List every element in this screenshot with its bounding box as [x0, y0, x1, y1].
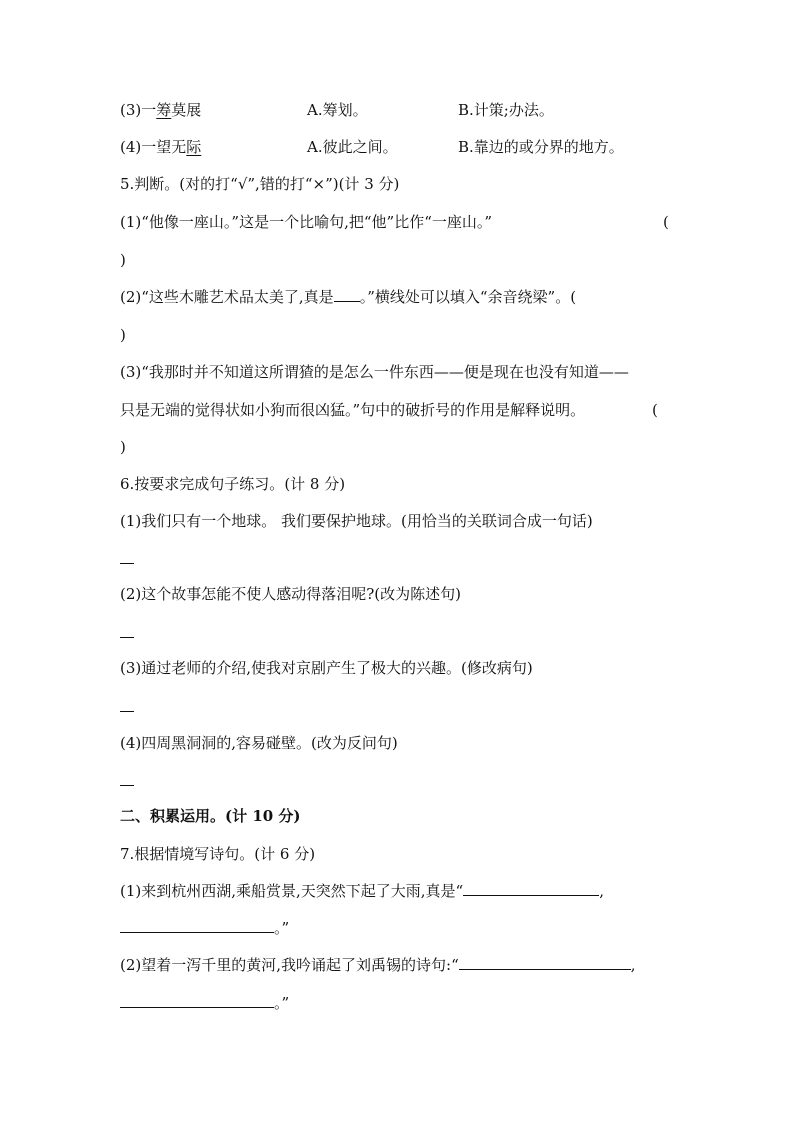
- q6-item-4: (4)四周黑洞洞的,容易碰壁。(改为反问句): [120, 734, 398, 752]
- q7-item-1-end: 。”: [274, 919, 290, 937]
- vocab-word-pre: 一望无: [141, 138, 187, 156]
- q6-item-1: (1)我们只有一个地球。 我们要保护地球。(用恰当的关联词合成一句话): [120, 512, 593, 530]
- q7-item-1-text: (1)来到杭州西湖,乘船赏景,天突然下起了大雨,真是“: [120, 882, 464, 900]
- q7-item-1-blank-1[interactable]: [463, 881, 599, 896]
- vocab-row-3: [120, 100, 201, 120]
- vocab-word-post: 莫展: [171, 101, 202, 119]
- q5-item-3-line-2: 只是无端的觉得状如小狗而很凶猛。”句中的破折号的作用是解释说明。: [120, 401, 586, 419]
- q5-item-2-answer-close: ): [120, 326, 126, 344]
- vocab-word-underlined: 筹: [156, 101, 172, 119]
- q7-item-1: [120, 881, 604, 901]
- q5-item-2: [120, 287, 576, 307]
- q7-item-2-comma: ,: [630, 956, 636, 974]
- vocab-word-pre: 一: [141, 101, 157, 119]
- q6-item-2: (2)这个故事怎能不使人感动得落泪呢?(改为陈述句): [120, 585, 461, 603]
- vocab-row-4-option-b: B.靠边的或分界的地方。: [458, 138, 624, 156]
- q6-item-4-answer-line[interactable]: [120, 785, 134, 786]
- q5-item-3-answer-close: ): [120, 438, 126, 456]
- q5-title: 5.判断。(对的打“√”,错的打“×”)(计 3 分): [120, 175, 400, 193]
- q5-item-1-answer-close: ): [120, 251, 126, 269]
- vocab-row-4: [120, 137, 201, 157]
- q7-item-2-line-2: [120, 993, 289, 1013]
- q6-title: 6.按要求完成句子练习。(计 8 分): [120, 475, 346, 493]
- q7-item-1-line-2: [120, 918, 289, 938]
- q5-item-2-text-post: 。”横线处可以填入“余音绕梁”。(: [359, 288, 577, 306]
- vocab-number: (4): [120, 138, 142, 156]
- vocab-word-underlined: 际: [186, 138, 202, 156]
- q5-item-1-answer-open: (: [663, 213, 669, 231]
- q7-item-1-comma: ,: [599, 882, 605, 900]
- q5-item-3-answer-open: (: [652, 401, 658, 419]
- q7-item-2-blank-2[interactable]: [120, 993, 274, 1008]
- q7-item-1-blank-2[interactable]: [120, 918, 274, 933]
- q7-item-2: [120, 955, 636, 975]
- vocab-row-4-option-a: A.彼此之间。: [307, 138, 398, 156]
- q7-item-2-blank-1[interactable]: [459, 955, 631, 970]
- q5-item-1: (1)“他像一座山。”这是一个比喻句,把“他”比作“一座山。”: [120, 213, 493, 231]
- q7-title: 7.根据情境写诗句。(计 6 分): [120, 845, 316, 863]
- q6-item-1-answer-line[interactable]: [120, 563, 134, 564]
- q6-item-2-answer-line[interactable]: [120, 637, 134, 638]
- q6-item-3-answer-line[interactable]: [120, 711, 134, 712]
- q7-item-2-text: (2)望着一泻千里的黄河,我吟诵起了刘禹锡的诗句:“: [120, 956, 459, 974]
- vocab-row-3-option-b: B.计策;办法。: [458, 101, 554, 119]
- vocab-number: (3): [120, 101, 142, 119]
- q5-item-2-blank[interactable]: [334, 287, 360, 302]
- section-2-title: 二、积累运用。(计 10 分): [120, 807, 301, 825]
- q7-item-2-end: 。”: [274, 994, 290, 1012]
- q6-item-3: (3)通过老师的介绍,使我对京剧产生了极大的兴趣。(修改病句): [120, 659, 533, 677]
- vocab-row-3-option-a: A.筹划。: [307, 101, 368, 119]
- q5-item-3-line-1: (3)“我那时并不知道这所谓猹的是怎么一件东西——便是现在也没有知道——: [120, 363, 629, 381]
- q5-item-2-text-pre: (2)“这些木雕艺术品太美了,真是: [120, 288, 334, 306]
